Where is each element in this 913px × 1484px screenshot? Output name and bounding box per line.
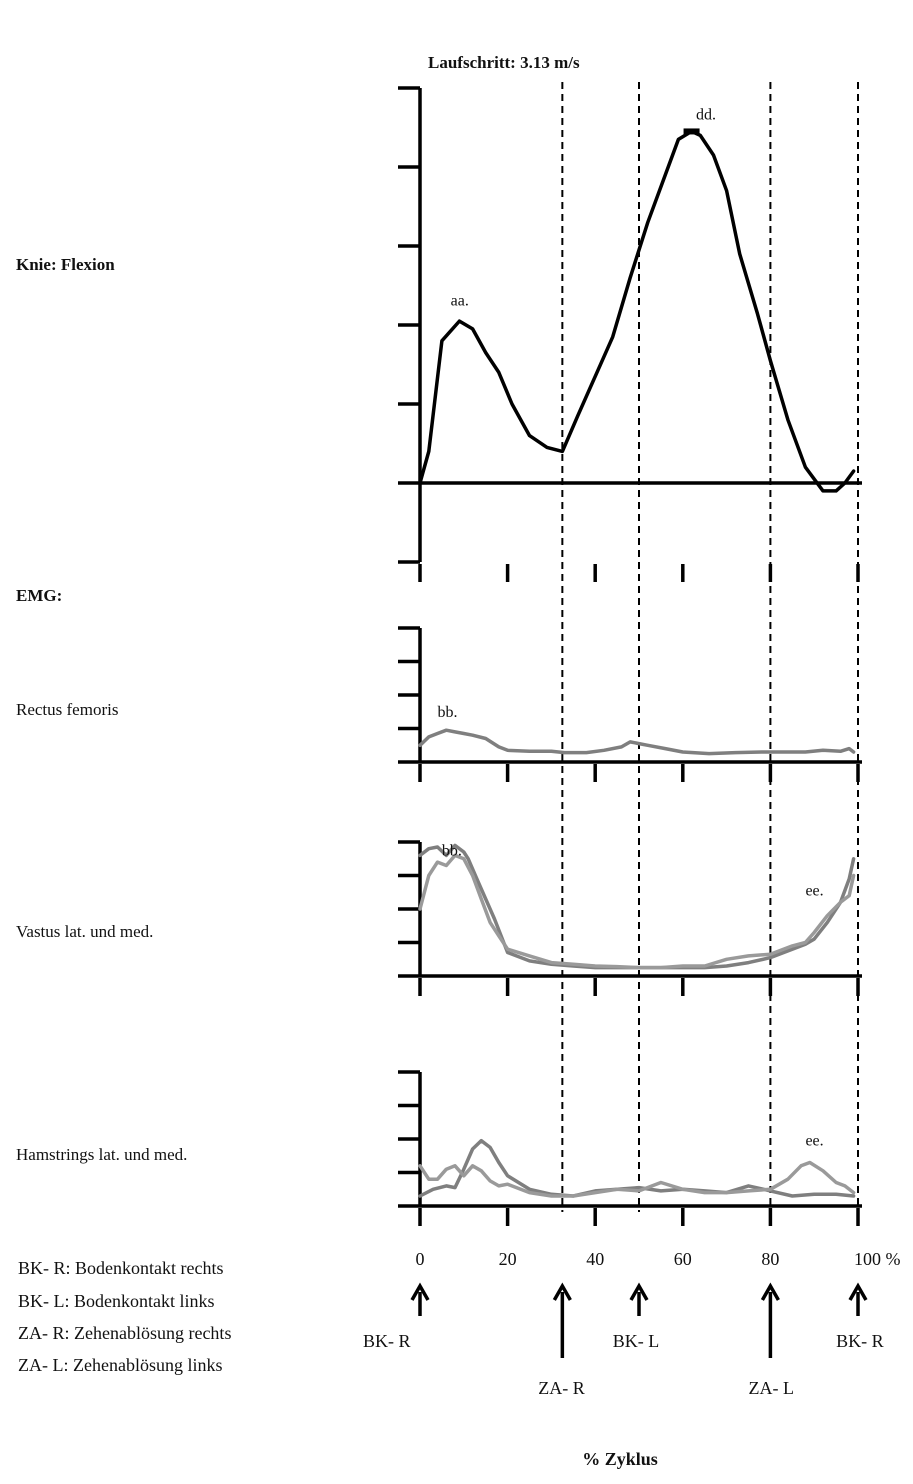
- rectus-panel: [398, 628, 862, 782]
- knee-series-line: [420, 131, 854, 491]
- hamstrings-series-line: [420, 1163, 854, 1197]
- event-label: BK- L: [612, 1331, 660, 1351]
- hamstrings-annotation: ee.: [805, 1132, 824, 1150]
- rectus-panel-label: Rectus femoris: [16, 700, 119, 719]
- event-marker: [363, 1286, 428, 1351]
- knee-peak-marker: [684, 128, 700, 134]
- x-tick-label: 60: [673, 1249, 692, 1269]
- vastus-panel: [398, 842, 862, 996]
- event-marker: [749, 1286, 794, 1398]
- event-label: BK- R: [836, 1331, 884, 1351]
- event-marker: [836, 1286, 884, 1351]
- event-marker: [613, 1286, 660, 1351]
- legend-item: ZA- L: Zehenablösung links: [18, 1355, 223, 1375]
- x-axis-label: % Zyklus: [582, 1449, 658, 1469]
- x-tick-label: 80: [761, 1249, 780, 1269]
- event-marker: [538, 1286, 585, 1398]
- x-tick-label: 20: [498, 1249, 517, 1269]
- emg-heading: EMG:: [16, 586, 63, 605]
- knee-panel: [398, 88, 862, 582]
- rectus-annotation: bb.: [437, 703, 458, 721]
- knee-annotation: dd.: [695, 106, 716, 124]
- legend-item: ZA- R: Zehenablösung rechts: [18, 1323, 232, 1343]
- x-tick-label: 100 %: [854, 1249, 901, 1269]
- plot-layer: [363, 82, 900, 1398]
- vastus-annotation: ee.: [805, 882, 824, 900]
- vastus-annotation: bb.: [441, 842, 462, 860]
- hamstrings-series-line: [420, 1141, 854, 1196]
- event-label: ZA- R: [538, 1378, 585, 1398]
- hamstrings-panel-label: Hamstrings lat. und med.: [16, 1145, 188, 1164]
- legend-item: BK- L: Bodenkontakt links: [18, 1291, 215, 1311]
- event-label: ZA- L: [748, 1378, 794, 1398]
- x-tick-label: 40: [586, 1249, 605, 1269]
- event-label: BK- R: [363, 1331, 411, 1351]
- knee-panel-label: Knie: Flexion: [16, 255, 115, 274]
- hamstrings-panel: [398, 1072, 862, 1226]
- rectus-series-line: [420, 730, 854, 753]
- legend-item: BK- R: Bodenkontakt rechts: [18, 1258, 224, 1278]
- vastus-panel-label: Vastus lat. und med.: [16, 922, 154, 941]
- knee-annotation: aa.: [450, 292, 469, 310]
- x-tick-label: 0: [415, 1249, 425, 1269]
- chart-title: Laufschritt: 3.13 m/s: [428, 53, 580, 72]
